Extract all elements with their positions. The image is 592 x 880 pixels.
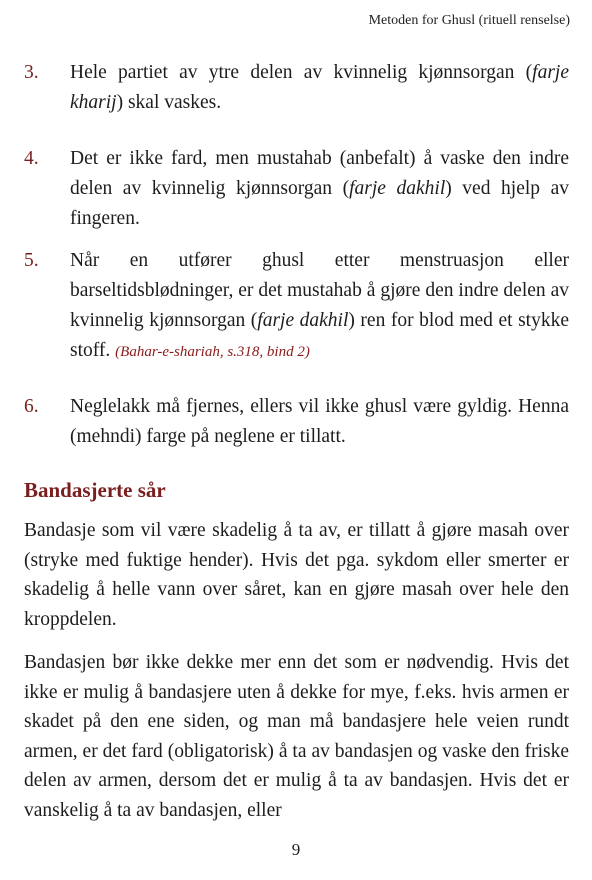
running-header: Metoden for Ghusl (rituell renselse) <box>368 13 570 28</box>
item-text: Når en utfører ghusl etter menstruasjon eller barseltidsblødninger, er det mustahab å gjøre den indre delen av kvinnelig kjønnsorgan (farje dakhil) ren for blod med et stykke stoff. (Bahar-e-shariah, s.318, bind 2) <box>70 250 569 361</box>
term: farje kharij <box>70 62 569 113</box>
list-item-5 <box>24 246 569 367</box>
item-text: Neglelakk må fjernes, ellers vil ikke ghusl være gyldig. Henna (mehndi) farge på neglene er tillatt. <box>70 396 569 447</box>
item-number: 4. <box>24 148 39 169</box>
item-text: Det er ikke fard, men mustahab (anbefalt) å vaske den indre delen av kvinnelig kjønnsorgan (farje dakhil) ved hjelp av fingeren. <box>70 148 569 229</box>
term: farje dakhil <box>257 310 349 331</box>
list-item-6 <box>24 392 569 452</box>
item-number: 5. <box>24 250 39 271</box>
item-text: Hele partiet av ytre delen av kvinnelig kjønnsorgan (farje kharij) skal vaskes. <box>70 62 569 113</box>
reference: (Bahar-e-shariah, s.318, bind 2) <box>115 344 310 360</box>
paragraph-2: Bandasjen bør ikke dekke mer enn det som er nødvendig. Hvis det ikke er mulig å bandasjere uten å dekke for mye, f.eks. hvis armen er skadet på den ene siden, og man må bandasjere hele veien rundt armen, er det fard (obligatorisk) å ta av bandasjen og vaske den friske delen av armen, dersom det er mulig å ta av bandasjen. Hvis det er vanskelig å ta av bandasjen, eller <box>24 652 569 821</box>
list-item-3 <box>24 58 569 118</box>
term: farje dakhil <box>349 178 446 199</box>
item-number: 3. <box>24 62 39 83</box>
paragraph-1: Bandasje som vil være skadelig å ta av, er tillatt å gjøre masah over (stryke med fuktige hender). Hvis det pga. sykdom eller smerter er skadelig å helle vann over såret, kan en gjøre masah over hele den kroppdelen. <box>24 520 569 630</box>
section-heading: Bandasjerte sår <box>24 478 166 502</box>
list-item-4 <box>24 144 569 234</box>
item-number: 6. <box>24 396 39 417</box>
page-number: 9 <box>291 840 301 859</box>
